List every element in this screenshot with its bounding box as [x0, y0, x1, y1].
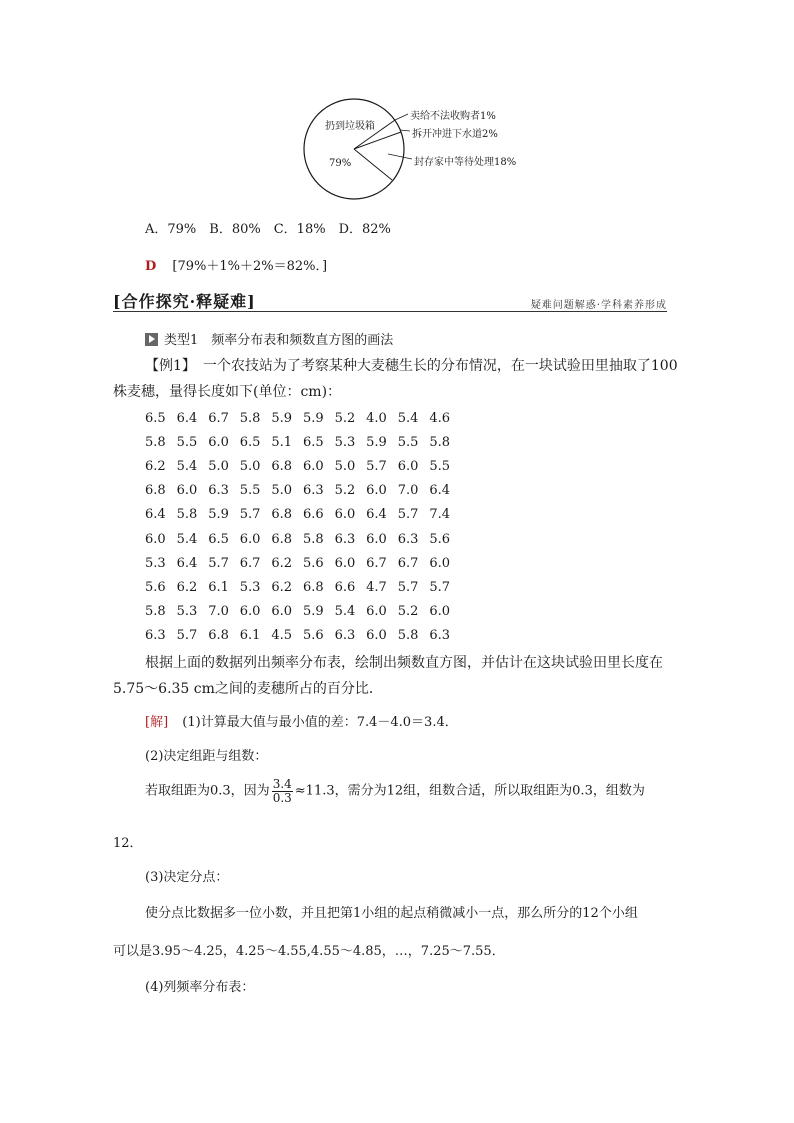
table-row	[145, 527, 461, 551]
table-cell: 5.9	[302, 410, 324, 426]
table-cell: 5.0	[208, 458, 229, 474]
table-cell: 5.7	[176, 628, 198, 644]
pie-leader-sewer	[400, 130, 410, 131]
table-cell: 6.8	[271, 458, 293, 474]
table-cell: 5.9	[366, 434, 387, 450]
table-cell: 5.8	[145, 434, 166, 450]
solution-step-2-body	[145, 778, 645, 804]
table-cell: 5.5	[239, 483, 261, 499]
table-cell: 6.5	[145, 410, 166, 426]
table-cell: 5.7	[429, 579, 451, 595]
example-line-1: 【例1】 一个农技站为了考察某种大麦穗生长的分布情况，在一块试验田里抽取了100	[145, 358, 678, 374]
table-cell: 5.5	[397, 434, 419, 450]
table-cell: 5.7	[239, 507, 261, 523]
table-cell: 5.3	[334, 434, 356, 450]
pie-label-sell: 卖给不法收购者1%	[410, 111, 496, 122]
section-title: [合作探究·释疑难]	[113, 292, 256, 311]
table-cell: 6.5	[208, 531, 229, 547]
table-cell: 5.3	[145, 555, 166, 571]
table-cell: 5.9	[271, 410, 293, 426]
table-row	[145, 600, 461, 624]
table-cell: 5.3	[239, 579, 261, 595]
table-cell: 5.4	[397, 410, 419, 426]
type-title: 类型1 频率分布表和频数直方图的画法	[164, 333, 394, 348]
section-tag: 疑难问题解惑·学科素养形成	[530, 300, 667, 311]
table-cell: 6.0	[208, 434, 229, 450]
table-cell: 5.7	[397, 507, 419, 523]
table-cell: 5.6	[145, 579, 166, 595]
table-cell: 6.4	[176, 555, 198, 571]
table-cell: 5.1	[271, 434, 293, 450]
pie-label-percent: 79%	[329, 158, 352, 169]
table-cell: 5.9	[302, 604, 324, 620]
table-cell: 5.2	[397, 604, 419, 620]
pie-divider-mid	[354, 132, 401, 149]
table-cell: 6.3	[302, 483, 324, 499]
table-cell: 5.2	[334, 410, 356, 426]
table-cell: 5.5	[429, 458, 451, 474]
table-cell: 6.0	[145, 531, 166, 547]
section-heading	[113, 288, 667, 312]
table-cell: 7.0	[397, 483, 419, 499]
table-row	[145, 406, 461, 430]
solution-label: [解]	[145, 715, 169, 730]
solution-step-1	[145, 711, 458, 730]
table-cell: 6.1	[208, 579, 229, 595]
table-cell: 5.5	[176, 434, 198, 450]
table-cell: 6.2	[271, 555, 293, 571]
pie-label-home: 封存家中等待处理18%	[414, 157, 517, 168]
table-cell: 6.0	[429, 555, 451, 571]
fraction	[272, 778, 293, 804]
table-cell: 6.2	[271, 579, 293, 595]
table-cell: 5.7	[397, 579, 419, 595]
solution-step-3-b: 可以是3.95～4.25，4.25～4.55,4.55～4.85，…，7.25～7.55．	[113, 944, 505, 959]
table-row	[145, 624, 461, 648]
table-cell: 5.8	[302, 531, 324, 547]
table-cell: 6.7	[366, 555, 387, 571]
answer-letter: D	[145, 259, 157, 274]
table-cell: 7.0	[208, 604, 229, 620]
table-cell: 6.6	[334, 579, 356, 595]
solution-step-4: (4)列频率分布表：	[145, 980, 255, 995]
table-row	[145, 479, 461, 503]
data-table	[145, 406, 461, 648]
fraction-denominator: 0.3	[272, 790, 292, 805]
table-cell: 6.4	[366, 507, 387, 523]
table-cell: 6.0	[239, 604, 261, 620]
table-cell: 7.4	[429, 507, 451, 523]
table-cell: 6.3	[429, 628, 451, 644]
table-cell: 6.0	[397, 458, 419, 474]
table-cell: 6.0	[302, 458, 324, 474]
table-cell: 5.6	[302, 555, 324, 571]
table-cell: 6.3	[397, 531, 419, 547]
table-cell: 5.2	[334, 483, 356, 499]
table-row	[145, 551, 461, 575]
table-cell: 6.4	[429, 483, 451, 499]
table-cell: 6.3	[145, 628, 166, 644]
table-cell: 6.8	[302, 579, 324, 595]
table-cell: 6.4	[145, 507, 166, 523]
table-cell: 5.4	[176, 458, 198, 474]
table-cell: 6.3	[334, 628, 356, 644]
solution-step-2-a: 若取组距为0.3，因为	[145, 783, 270, 799]
solution-step-3: (3)决定分点：	[145, 870, 229, 885]
table-cell: 5.0	[334, 458, 356, 474]
table-cell: 6.4	[176, 410, 198, 426]
table-cell: 6.0	[366, 531, 387, 547]
table-cell: 5.3	[176, 604, 198, 620]
play-arrow-icon	[145, 333, 158, 346]
task-line-2: 5.75～6.35 cm之间的麦穗所占的百分比．	[113, 681, 383, 697]
table-cell: 5.4	[334, 604, 356, 620]
table-cell: 6.5	[302, 434, 324, 450]
solution-step-1-text: (1)计算最大值与最小值的差：7.4－4.0＝3.4．	[182, 715, 458, 730]
table-cell: 6.7	[208, 410, 229, 426]
table-cell: 4.0	[366, 410, 387, 426]
table-cell: 5.8	[239, 410, 261, 426]
table-cell: 5.0	[271, 483, 293, 499]
table-cell: 6.0	[176, 483, 198, 499]
table-row	[145, 430, 461, 454]
table-cell: 6.3	[208, 483, 229, 499]
answer-line	[145, 255, 327, 274]
table-cell: 6.7	[239, 555, 261, 571]
table-cell: 6.1	[239, 628, 261, 644]
table-cell: 5.8	[145, 604, 166, 620]
table-cell: 5.0	[239, 458, 261, 474]
table-cell: 4.6	[429, 410, 451, 426]
table-cell: 6.0	[334, 555, 356, 571]
table-row	[145, 575, 461, 599]
solution-step-2-c: 12．	[113, 836, 143, 851]
pie-label-sewer: 拆开冲进下水道2%	[412, 129, 498, 140]
table-cell: 5.6	[429, 531, 451, 547]
data-table-body	[145, 406, 461, 648]
table-cell: 6.2	[145, 458, 166, 474]
table-cell: 6.2	[176, 579, 198, 595]
table-cell: 5.4	[176, 531, 198, 547]
table-row	[145, 503, 461, 527]
pie-leader-sell	[395, 114, 408, 120]
table-cell: 6.0	[271, 604, 293, 620]
table-cell: 5.8	[429, 434, 451, 450]
solution-step-2-b: ≈11.3，需分为12组，组数合适，所以取组距为0.3，组数为	[294, 783, 645, 799]
pie-label-trash: 扔到垃圾箱	[325, 121, 375, 132]
example-line-2: 株麦穗，量得长度如下(单位：cm)：	[113, 384, 342, 400]
section-underline	[113, 311, 667, 312]
table-cell: 6.3	[334, 531, 356, 547]
answer-explanation: [79%＋1%＋2%＝82%．]	[172, 259, 328, 274]
table-cell: 6.0	[334, 507, 356, 523]
table-cell: 6.8	[271, 531, 293, 547]
table-cell: 6.8	[208, 628, 229, 644]
table-cell: 6.0	[429, 604, 451, 620]
table-cell: 6.0	[366, 604, 387, 620]
table-cell: 5.7	[366, 458, 387, 474]
choice-options: A．79% B．80% C．18% D．82%	[145, 222, 391, 237]
fraction-numerator: 3.4	[272, 777, 292, 791]
table-cell: 6.6	[302, 507, 324, 523]
table-cell: 5.8	[397, 628, 419, 644]
table-cell: 6.5	[239, 434, 261, 450]
table-cell: 6.8	[271, 507, 293, 523]
pie-divider-bottom	[354, 149, 392, 180]
table-cell: 5.7	[208, 555, 229, 571]
pie-chart-figure	[296, 92, 536, 212]
table-row	[145, 454, 461, 478]
task-line-1: 根据上面的数据列出频率分布表，绘制出频数直方图，并估计在这块试验田里长度在	[145, 655, 663, 671]
table-cell: 5.6	[302, 628, 324, 644]
table-cell: 6.0	[239, 531, 261, 547]
table-cell: 5.8	[176, 507, 198, 523]
solution-step-2: (2)决定组距与组数：	[145, 749, 268, 764]
table-cell: 5.9	[208, 507, 229, 523]
table-cell: 4.7	[366, 579, 387, 595]
table-cell: 4.5	[271, 628, 293, 644]
table-cell: 6.0	[366, 483, 387, 499]
pie-leader-home	[388, 154, 412, 159]
type-line	[145, 329, 393, 348]
table-cell: 6.0	[366, 628, 387, 644]
table-cell: 6.8	[145, 483, 166, 499]
table-cell: 6.7	[397, 555, 419, 571]
solution-step-3-a: 使分点比数据多一位小数，并且把第1小组的起点稍微减小一点，那么所分的12个小组	[145, 906, 638, 921]
